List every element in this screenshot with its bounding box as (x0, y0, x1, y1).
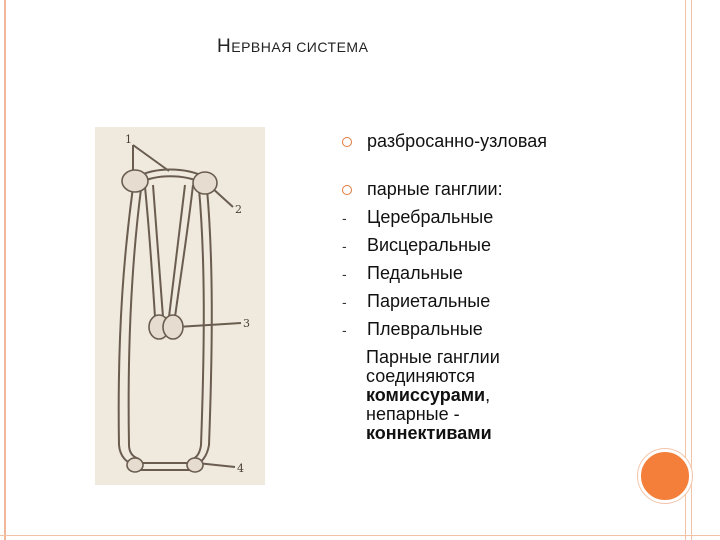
cerebral-ganglion-left (122, 170, 148, 192)
summary-paragraph (366, 348, 556, 443)
diagram-label-2: 2 (235, 203, 242, 216)
dash-marker: - (342, 294, 347, 310)
left-nerve-cord-inner (129, 189, 141, 459)
left-nerve-cord (119, 187, 135, 465)
label-1-pointer-b (133, 145, 169, 171)
visceral-ganglion-left (127, 458, 143, 472)
diagram-drawing (95, 127, 265, 485)
label-3-pointer (177, 323, 241, 327)
bullet-item-2-text (367, 179, 503, 200)
diagram-label-3: 3 (243, 317, 250, 330)
sub-item-text: Церебральные (367, 207, 494, 227)
cerebral-ganglion-right (193, 172, 217, 194)
frame-right-line (691, 0, 692, 540)
frame-left-line (4, 0, 6, 540)
nervous-system-diagram (95, 127, 265, 485)
visceral-ganglion-right (187, 458, 203, 472)
slide-title (217, 36, 368, 58)
sub-item-text: Плевральные (367, 319, 483, 339)
dash-marker: - (342, 210, 347, 226)
paragraph-part-2: , непарные - (366, 385, 491, 424)
dash-marker: - (342, 238, 347, 254)
inner-connective-left (145, 187, 155, 317)
right-nerve-cord-inner (193, 189, 204, 459)
decorative-orange-circle (638, 449, 692, 503)
sub-item-text: Париетальные (367, 291, 491, 311)
diagram-label-1: 1 (125, 133, 132, 146)
frame-bottom-line (0, 535, 720, 536)
title-rest: ЕРВНАЯ СИСТЕМА (231, 39, 369, 55)
dash-marker: - (342, 322, 347, 338)
bullet-circle-icon (342, 137, 352, 147)
sub-item-text: Педальные (367, 263, 463, 283)
dash-marker: - (342, 266, 347, 282)
pedal-ganglion-right (163, 315, 183, 339)
paragraph-bold-2: коннективами (366, 423, 492, 443)
bullet-item-2-colon: : (497, 179, 503, 199)
bullet-item-1-text: разбросанно-узловая (367, 131, 547, 151)
bullet-item-2-bold: парные ганглии (367, 179, 498, 199)
paragraph-bold-1: комиссурами (366, 385, 486, 405)
diagram-label-4: 4 (237, 462, 244, 475)
title-first-letter: Н (217, 36, 232, 57)
bullet-circle-icon (342, 185, 352, 195)
paragraph-part-1: Парные ганглии соединяются (366, 347, 500, 386)
sub-item-text: Висцеральные (367, 235, 491, 255)
